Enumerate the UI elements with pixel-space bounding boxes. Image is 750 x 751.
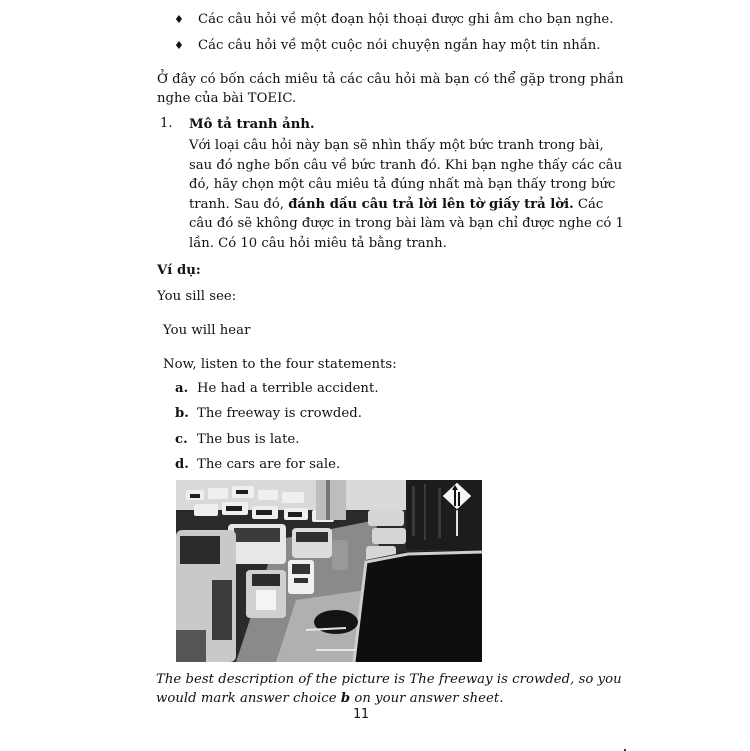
freeway-photo [176, 480, 482, 662]
explanation-text: on your answer sheet. [350, 691, 504, 706]
bullet-text: Các câu hỏi về một cuộc nói chuyện ngắn hay một tin nhắn. [198, 38, 601, 53]
example-heading: Ví dụ: [157, 263, 201, 278]
section-line [189, 195, 624, 215]
intro-line-1: Ở đây có bốn cách miêu tả các câu hỏi mà bạn có thể gặp trong phần [157, 72, 624, 87]
you-will-see-label: You sill see: [157, 289, 237, 304]
bullet-item [174, 11, 614, 29]
section-line: Với loại câu hỏi này bạn sẽ nhìn thấy một bức tranh trong bài, [189, 138, 604, 153]
bullet-text: Các câu hỏi về một đoạn hội thoại được ghi âm cho bạn nghe. [198, 12, 614, 27]
section-line-text: tranh. Sau đó, [189, 196, 289, 212]
section-line: lần. Có 10 câu hỏi miêu tả bằng tranh. [189, 235, 447, 251]
option-letter: a. [175, 381, 189, 396]
answer-option-c [175, 431, 300, 449]
section-number: 1. [160, 116, 173, 131]
option-letter: b. [175, 406, 189, 421]
section-title: Mô tả tranh ảnh. [189, 117, 315, 132]
answer-option-d [175, 456, 340, 474]
section-line: câu đó sẽ không được in trong bài làm và bạn chỉ được nghe có 1 [189, 216, 624, 232]
option-text: The freeway is crowded. [197, 406, 362, 421]
option-letter: d. [175, 457, 189, 472]
diamond-bullet-icon: ♦ [174, 13, 184, 26]
section-body [189, 136, 624, 254]
section-line: đó, hãy chọn một câu miêu tả đúng nhất mà bạn thấy trong bức [189, 177, 616, 193]
explanation-line-1: The best description of the picture is The freeway is crowded, so you [156, 672, 622, 687]
explanation-line-2 [156, 690, 503, 708]
bullet-item [174, 37, 601, 55]
intro-line-2: nghe của bài TOEIC. [157, 91, 297, 106]
answer-choice-letter: b [340, 691, 351, 706]
answer-option-a [175, 380, 379, 398]
section-line: sau đó nghe bốn câu về bức tranh đó. Khi bạn nghe thấy các câu [189, 157, 623, 173]
option-text: The cars are for sale. [197, 457, 341, 472]
explanation-text: would mark answer choice [156, 691, 341, 706]
option-text: He had a terrible accident. [197, 381, 379, 396]
option-text: The bus is late. [197, 432, 300, 447]
you-will-hear-label: You will hear [163, 323, 251, 338]
section-line-text: Các [573, 196, 604, 212]
diamond-bullet-icon: ♦ [174, 39, 184, 52]
section-emphasis: đánh dấu câu trả lời lên tờ giấy trả lời. [288, 196, 574, 212]
option-letter: c. [175, 432, 188, 447]
answer-option-b [175, 405, 362, 423]
page-number: 11 [353, 707, 369, 722]
listen-prompt: Now, listen to the four statements: [163, 357, 397, 372]
